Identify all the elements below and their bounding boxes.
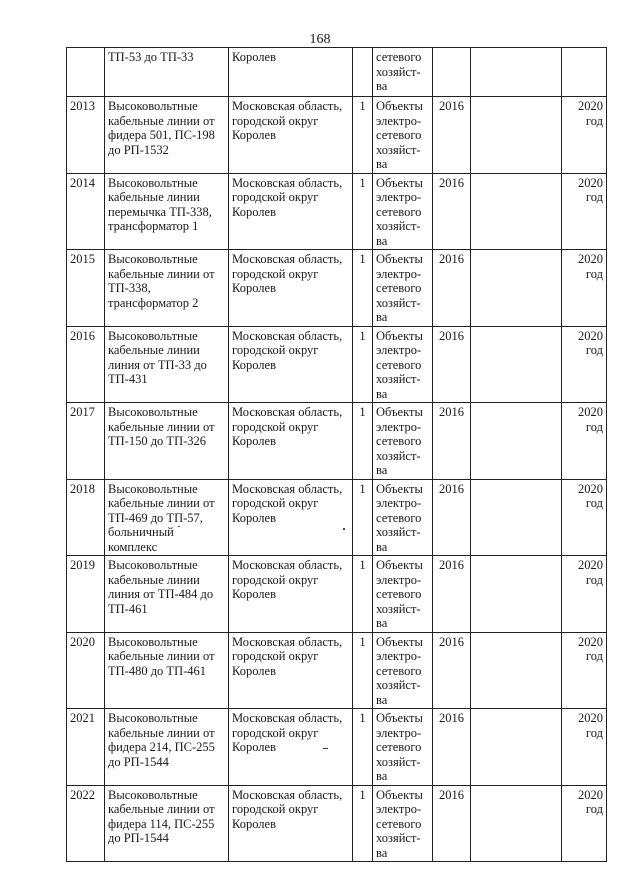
cell-number: 2014 [67, 173, 105, 250]
cell-period: 2020 год [562, 709, 607, 786]
cell-location: Московская область, городской округ Королев [229, 173, 353, 250]
cell-period: 2020 год [562, 556, 607, 633]
cell-object-type: Объекты электро-сетевого хозяйст-ва [373, 250, 433, 327]
cell-object-type: Объекты электро-сетевого хозяйст-ва [373, 173, 433, 250]
cell-location: Московская область, городской округ Королев [229, 785, 353, 862]
registry-table [66, 47, 607, 862]
cell-extra [471, 479, 562, 556]
cell-period [562, 48, 607, 97]
cell-object-type: сетевого хозяйст-ва [373, 48, 433, 97]
table-row [67, 326, 607, 403]
cell-object-name: ТП-53 до ТП-33 [105, 48, 229, 97]
cell-year: 2016 [433, 97, 471, 174]
cell-number: 2016 [67, 326, 105, 403]
cell-object-type: Объекты электро-сетевого хозяйст-ва [373, 97, 433, 174]
cell-quantity: 1 [353, 556, 373, 633]
cell-object-name: Высоковольтные кабельные линии от ТП-150 до ТП-326 [105, 403, 229, 480]
cell-year: 2016 [433, 173, 471, 250]
cell-object-type: Объекты электро-сетевого хозяйст-ва [373, 556, 433, 633]
cell-number: 2018 [67, 479, 105, 556]
cell-location: Московская область, городской округ Королев [229, 632, 353, 709]
scan-speck [178, 526, 180, 527]
cell-extra [471, 709, 562, 786]
cell-object-name: Высоковольтные кабельные линии перемычка ТП-338, трансформатор 1 [105, 173, 229, 250]
cell-number: 2020 [67, 632, 105, 709]
cell-year: 2016 [433, 556, 471, 633]
cell-quantity [353, 48, 373, 97]
cell-quantity: 1 [353, 403, 373, 480]
cell-period: 2020 год [562, 326, 607, 403]
cell-extra [471, 97, 562, 174]
table-row [67, 173, 607, 250]
cell-object-name: Высоковольтные кабельные линии от фидера 214, ПС-255 до РП-1544 [105, 709, 229, 786]
cell-year: 2016 [433, 785, 471, 862]
cell-extra [471, 556, 562, 633]
page-number: 168 [309, 32, 331, 47]
cell-number: 2021 [67, 709, 105, 786]
cell-period: 2020 год [562, 403, 607, 480]
cell-extra [471, 173, 562, 250]
registry-body [67, 48, 607, 862]
cell-quantity: 1 [353, 326, 373, 403]
cell-location: Московская область, городской округ Королев [229, 403, 353, 480]
cell-object-name: Высоковольтные кабельные линии от фидера 501, ПС-198 до РП-1532 [105, 97, 229, 174]
cell-location: Московская область, городской округ Королев [229, 709, 353, 786]
cell-location: Московская область, городской округ Королев [229, 556, 353, 633]
table-row [67, 632, 607, 709]
cell-object-name: Высоковольтные кабельные линии от ТП-338, трансформатор 2 [105, 250, 229, 327]
cell-object-type: Объекты электро-сетевого хозяйст-ва [373, 326, 433, 403]
cell-period: 2020 год [562, 632, 607, 709]
cell-period: 2020 год [562, 173, 607, 250]
cell-object-name: Высоковольтные кабельные линии от фидера 114, ПС-255 до РП-1544 [105, 785, 229, 862]
table-row [67, 709, 607, 786]
cell-extra [471, 632, 562, 709]
cell-year: 2016 [433, 250, 471, 327]
cell-period: 2020 год [562, 479, 607, 556]
cell-period: 2020 год [562, 97, 607, 174]
cell-object-name: Высоковольтные кабельные линии от ТП-469 до ТП-57, больничный комплекс [105, 479, 229, 556]
cell-extra [471, 250, 562, 327]
cell-year [433, 48, 471, 97]
cell-period: 2020 год [562, 250, 607, 327]
cell-location: Московская область, городской округ Королев [229, 250, 353, 327]
cell-location: Московская область, городской округ Королев [229, 479, 353, 556]
cell-object-type: Объекты электро-сетевого хозяйст-ва [373, 479, 433, 556]
cell-object-type: Объекты электро-сетевого хозяйст-ва [373, 785, 433, 862]
table-row [67, 785, 607, 862]
table-row [67, 403, 607, 480]
cell-number: 2022 [67, 785, 105, 862]
table-row [67, 97, 607, 174]
table-row [67, 479, 607, 556]
cell-number: 2013 [67, 97, 105, 174]
cell-number: 2017 [67, 403, 105, 480]
cell-period: 2020 год [562, 785, 607, 862]
scan-speck [343, 528, 345, 530]
cell-quantity: 1 [353, 479, 373, 556]
scan-speck [323, 748, 328, 749]
table-row-continuation [67, 48, 607, 97]
cell-year: 2016 [433, 632, 471, 709]
cell-quantity: 1 [353, 709, 373, 786]
cell-quantity: 1 [353, 173, 373, 250]
cell-number [67, 48, 105, 97]
cell-year: 2016 [433, 479, 471, 556]
cell-extra [471, 48, 562, 97]
cell-year: 2016 [433, 709, 471, 786]
cell-number: 2019 [67, 556, 105, 633]
cell-quantity: 1 [353, 97, 373, 174]
cell-number: 2015 [67, 250, 105, 327]
cell-location: Королев [229, 48, 353, 97]
cell-extra [471, 403, 562, 480]
cell-quantity: 1 [353, 785, 373, 862]
table-row [67, 556, 607, 633]
cell-location: Московская область, городской округ Королев [229, 326, 353, 403]
cell-quantity: 1 [353, 250, 373, 327]
cell-object-name: Высоковольтные кабельные линии линия от ТП-484 до ТП-461 [105, 556, 229, 633]
cell-object-type: Объекты электро-сетевого хозяйст-ва [373, 632, 433, 709]
cell-extra [471, 326, 562, 403]
cell-object-type: Объекты электро-сетевого хозяйст-ва [373, 403, 433, 480]
cell-year: 2016 [433, 403, 471, 480]
cell-quantity: 1 [353, 632, 373, 709]
cell-location: Московская область, городской округ Королев [229, 97, 353, 174]
cell-object-name: Высоковольтные кабельные линии от ТП-480 до ТП-461 [105, 632, 229, 709]
cell-extra [471, 785, 562, 862]
cell-year: 2016 [433, 326, 471, 403]
table-row [67, 250, 607, 327]
cell-object-name: Высоковольтные кабельные линии линия от ТП-33 до ТП-431 [105, 326, 229, 403]
cell-object-type: Объекты электро-сетевого хозяйст-ва [373, 709, 433, 786]
